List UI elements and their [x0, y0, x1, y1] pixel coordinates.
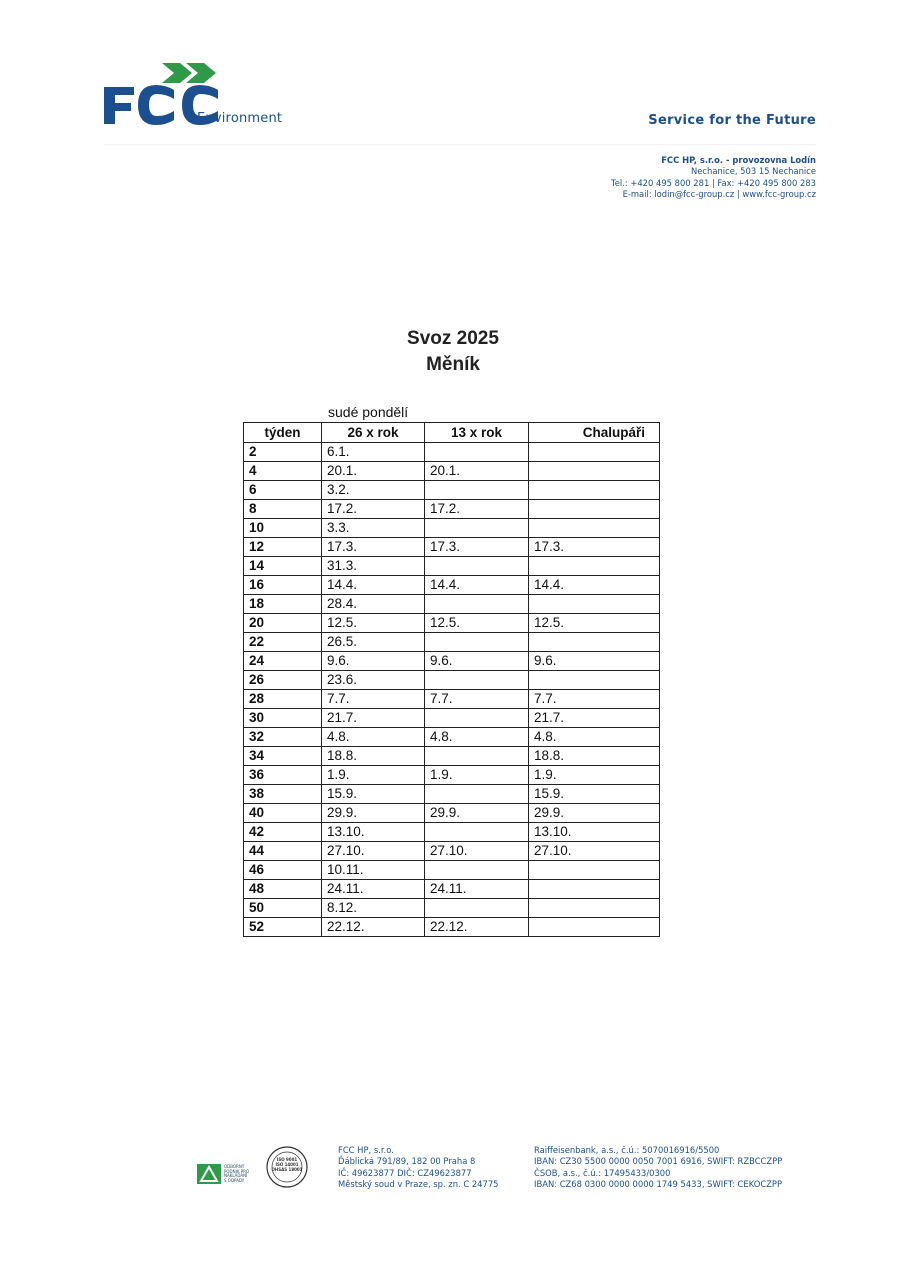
company-tagline: Service for the Future [648, 113, 816, 128]
cell-13x [425, 671, 529, 690]
table-row [244, 823, 660, 842]
table-row [244, 861, 660, 880]
cell-week: 24 [244, 652, 322, 671]
footer-bank-block [534, 1145, 782, 1190]
cell-cottagers: 14.4. [529, 576, 660, 595]
footer-company-block [338, 1145, 499, 1190]
cell-26x: 12.5. [322, 614, 425, 633]
seal-line: ISO 9001 [276, 1157, 298, 1162]
cell-26x: 31.3. [322, 557, 425, 576]
cell-cottagers: 17.3. [529, 538, 660, 557]
cell-cottagers: 12.5. [529, 614, 660, 633]
cell-26x: 17.3. [322, 538, 425, 557]
cell-26x: 21.7. [322, 709, 425, 728]
document-title: Svoz 2025 [407, 328, 499, 349]
cell-week: 22 [244, 633, 322, 652]
cell-cottagers: 13.10. [529, 823, 660, 842]
cell-13x: 4.8. [425, 728, 529, 747]
table-row [244, 481, 660, 500]
cell-26x: 29.9. [322, 804, 425, 823]
company-phone-fax: Tel.: +420 495 800 281 | Fax: +420 495 800 283 [611, 177, 816, 188]
cell-26x: 14.4. [322, 576, 425, 595]
footer-bank-line: ČSOB, a.s., č.ú.: 17495433/0300 [534, 1167, 671, 1178]
cell-26x: 8.12. [322, 899, 425, 918]
cell-26x: 13.10. [322, 823, 425, 842]
table-body [244, 443, 660, 937]
cell-26x: 9.6. [322, 652, 425, 671]
badge-text [224, 1165, 249, 1183]
cell-13x [425, 595, 529, 614]
table-row [244, 538, 660, 557]
seal-line: ISO 14001 [275, 1162, 299, 1167]
footer-bank-line: IBAN: CZ68 0300 0000 0000 1749 5433, SWIFT: CEKOCZPP [534, 1178, 783, 1189]
column-header-13x: 13 x rok [425, 423, 529, 443]
cell-26x: 10.11. [322, 861, 425, 880]
cell-cottagers: 15.9. [529, 785, 660, 804]
logo-subtitle: Environment [197, 111, 283, 126]
cell-cottagers [529, 557, 660, 576]
table-row [244, 709, 660, 728]
cell-cottagers [529, 595, 660, 614]
table-header-row [244, 423, 660, 443]
table-row [244, 633, 660, 652]
company-email-web: E-mail: lodin@fcc-group.cz | www.fcc-group.cz [622, 189, 816, 200]
table-row [244, 557, 660, 576]
cell-cottagers [529, 462, 660, 481]
page-footer [0, 1140, 900, 1200]
cell-cottagers [529, 861, 660, 880]
cell-13x [425, 747, 529, 766]
cell-week: 2 [244, 443, 322, 462]
footer-company-registry: Městský soud v Praze, sp. zn. C 24775 [338, 1178, 499, 1189]
table-row [244, 728, 660, 747]
cell-26x: 6.1. [322, 443, 425, 462]
cell-week: 50 [244, 899, 322, 918]
cell-26x: 3.2. [322, 481, 425, 500]
cell-week: 14 [244, 557, 322, 576]
cell-26x: 28.4. [322, 595, 425, 614]
company-address: Nechanice, 503 15 Nechanice [691, 166, 816, 177]
table-row [244, 918, 660, 937]
cell-week: 40 [244, 804, 322, 823]
table-row [244, 747, 660, 766]
table-row [244, 804, 660, 823]
cell-13x: 17.3. [425, 538, 529, 557]
cell-13x [425, 557, 529, 576]
cell-week: 6 [244, 481, 322, 500]
table-row [244, 671, 660, 690]
fcc-logo [104, 60, 294, 132]
cell-26x: 4.8. [322, 728, 425, 747]
table-row [244, 500, 660, 519]
cell-13x [425, 633, 529, 652]
table-row [244, 690, 660, 709]
cell-13x: 17.2. [425, 500, 529, 519]
cell-week: 30 [244, 709, 322, 728]
collection-schedule-table [243, 422, 660, 937]
cell-week: 44 [244, 842, 322, 861]
cell-cottagers: 4.8. [529, 728, 660, 747]
cell-week: 52 [244, 918, 322, 937]
column-header-26x: 26 x rok [322, 423, 425, 443]
cell-week: 28 [244, 690, 322, 709]
cell-cottagers: 29.9. [529, 804, 660, 823]
footer-bank-line: IBAN: CZ30 5500 0000 0050 7001 6916, SWIFT: RZBCCZPP [534, 1156, 783, 1167]
cell-cottagers [529, 633, 660, 652]
cell-week: 26 [244, 671, 322, 690]
cell-13x: 24.11. [425, 880, 529, 899]
cell-cottagers [529, 519, 660, 538]
table-row [244, 766, 660, 785]
cell-week: 34 [244, 747, 322, 766]
cell-13x [425, 443, 529, 462]
cell-week: 4 [244, 462, 322, 481]
table-note: sudé pondělí [328, 404, 409, 420]
cell-13x [425, 785, 529, 804]
cell-cottagers [529, 500, 660, 519]
cell-week: 32 [244, 728, 322, 747]
badge-line: NAKLÁDÁNÍ [224, 1173, 248, 1179]
cell-26x: 23.6. [322, 671, 425, 690]
cell-13x: 12.5. [425, 614, 529, 633]
table-row [244, 614, 660, 633]
cell-week: 18 [244, 595, 322, 614]
cell-13x [425, 823, 529, 842]
cell-13x: 29.9. [425, 804, 529, 823]
cell-13x: 1.9. [425, 766, 529, 785]
cell-13x: 20.1. [425, 462, 529, 481]
cell-13x [425, 709, 529, 728]
cell-week: 48 [244, 880, 322, 899]
cell-26x: 22.12. [322, 918, 425, 937]
cell-13x: 7.7. [425, 690, 529, 709]
cell-26x: 26.5. [322, 633, 425, 652]
table-row [244, 595, 660, 614]
cell-26x: 7.7. [322, 690, 425, 709]
table-row [244, 842, 660, 861]
cell-cottagers [529, 880, 660, 899]
cell-cottagers [529, 671, 660, 690]
cell-week: 46 [244, 861, 322, 880]
cell-week: 42 [244, 823, 322, 842]
cell-26x: 3.3. [322, 519, 425, 538]
cell-26x: 1.9. [322, 766, 425, 785]
cell-cottagers [529, 481, 660, 500]
footer-bank-line: Raiffeisenbank, a.s., č.ú.: 5070016916/5500 [534, 1145, 720, 1155]
footer-company-ids: IČ: 49623877 DIČ: CZ49623877 [338, 1167, 472, 1178]
cell-cottagers: 21.7. [529, 709, 660, 728]
cell-13x [425, 861, 529, 880]
cell-26x: 20.1. [322, 462, 425, 481]
column-header-week: týden [244, 423, 322, 443]
cell-cottagers [529, 443, 660, 462]
company-contact-block [611, 155, 816, 201]
cell-cottagers: 27.10. [529, 842, 660, 861]
table-row [244, 443, 660, 462]
cell-week: 10 [244, 519, 322, 538]
seal-text [266, 1157, 308, 1172]
badge-line: ODBORNÝ [224, 1164, 245, 1169]
document-location: Měník [426, 354, 480, 375]
cell-13x: 22.12. [425, 918, 529, 937]
badge-line: PODNIK PRO [224, 1168, 250, 1174]
footer-company-name: FCC HP, s.r.o. [338, 1145, 394, 1155]
cell-26x: 18.8. [322, 747, 425, 766]
cell-week: 12 [244, 538, 322, 557]
cell-13x [425, 481, 529, 500]
cell-week: 20 [244, 614, 322, 633]
table-row [244, 785, 660, 804]
table-row [244, 519, 660, 538]
table-row [244, 899, 660, 918]
cell-13x [425, 899, 529, 918]
cell-week: 36 [244, 766, 322, 785]
cell-cottagers: 7.7. [529, 690, 660, 709]
cell-26x: 24.11. [322, 880, 425, 899]
cell-week: 16 [244, 576, 322, 595]
badge-line: S ODPADY [224, 1177, 245, 1183]
cell-week: 38 [244, 785, 322, 804]
cell-cottagers: 9.6. [529, 652, 660, 671]
cell-13x: 27.10. [425, 842, 529, 861]
company-branch-name: FCC HP, s.r.o. - provozovna Lodín [661, 155, 816, 165]
cell-26x: 17.2. [322, 500, 425, 519]
cell-13x: 14.4. [425, 576, 529, 595]
cell-cottagers: 1.9. [529, 766, 660, 785]
header-divider [104, 144, 816, 145]
cell-week: 8 [244, 500, 322, 519]
cell-cottagers: 18.8. [529, 747, 660, 766]
seal-line: OHSAS 18001 [271, 1167, 303, 1172]
table-row [244, 652, 660, 671]
table-row [244, 576, 660, 595]
cell-13x [425, 519, 529, 538]
column-header-cottagers: Chalupáři [529, 423, 660, 443]
table-row [244, 462, 660, 481]
cell-cottagers [529, 899, 660, 918]
table-row [244, 880, 660, 899]
waste-management-badge-icon [197, 1164, 221, 1184]
cell-cottagers [529, 918, 660, 937]
footer-company-address: Ďáblická 791/89, 182 00 Praha 8 [338, 1156, 476, 1167]
cell-26x: 27.10. [322, 842, 425, 861]
schedule-table-wrapper [243, 402, 659, 937]
cell-26x: 15.9. [322, 785, 425, 804]
cell-13x: 9.6. [425, 652, 529, 671]
